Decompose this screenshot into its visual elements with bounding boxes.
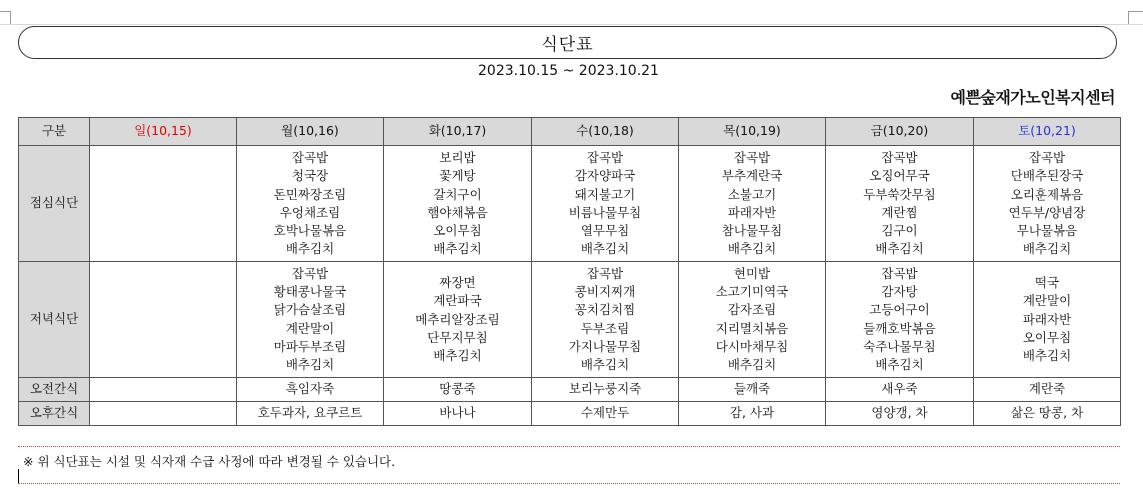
menu-item: 계란파국	[433, 293, 482, 309]
menu-cell-wednesday: 보리누룽지죽	[532, 377, 679, 401]
menu-item: 햄야채볶음	[427, 204, 488, 220]
menu-item: 감자양파국	[574, 168, 636, 184]
date-range: 2023.10.15 ~ 2023.10.21	[478, 63, 659, 79]
lunch-row	[19, 146, 1121, 262]
menu-item: 단배추된장국	[1010, 168, 1084, 184]
menu-item: 계란말이	[285, 320, 335, 336]
day-header-thursday: 목(10,19)	[679, 118, 826, 146]
menu-item: 소고기미역국	[715, 284, 789, 300]
menu-item: 감자조림	[727, 302, 777, 318]
menu-item: 배추김치	[433, 348, 482, 364]
menu-item: 잡곡밥	[586, 265, 624, 281]
text-cursor	[18, 469, 19, 483]
menu-cell-sunday	[90, 146, 237, 262]
menu-item: 갈치구이	[433, 186, 482, 202]
menu-cell-monday: 흑임자죽	[237, 377, 384, 401]
menu-item: 배추김치	[285, 357, 335, 373]
margin-corner-mark	[0, 11, 11, 12]
day-header-monday: 월(10,16)	[237, 118, 384, 146]
menu-cell-saturday	[974, 146, 1121, 262]
menu-cell-sunday	[90, 377, 237, 401]
notice-box	[18, 446, 1120, 484]
menu-cell-sunday	[90, 401, 237, 425]
menu-item: 호박나물볶음	[273, 223, 347, 239]
menu-item: 배추김치	[875, 241, 924, 257]
menu-item: 청국장	[291, 168, 329, 184]
menu-item: 단무지무침	[427, 329, 488, 345]
margin-corner-mark	[1128, 12, 1129, 24]
menu-item: 짜장면	[439, 274, 476, 290]
menu-item: 잡곡밥	[586, 150, 624, 165]
menu-item: 잡곡밥	[291, 150, 329, 165]
menu-item-list	[974, 146, 1120, 261]
menu-cell-friday	[826, 261, 974, 377]
menu-cell-tuesday: 땅콩죽	[384, 377, 532, 401]
menu-item: 다시마채무침	[715, 338, 789, 354]
menu-item: 떡국	[1034, 274, 1060, 290]
menu-item: 우엉채조림	[279, 204, 341, 220]
menu-item: 배추김치	[580, 357, 630, 373]
menu-item-list	[384, 146, 531, 261]
menu-cell-thursday: 감, 사과	[679, 401, 826, 425]
menu-item: 잡곡밥	[1028, 150, 1066, 165]
menu-table	[18, 117, 1121, 426]
menu-cell-monday	[237, 146, 384, 262]
menu-item: 잡곡밥	[881, 150, 918, 165]
menu-cell-monday: 호두과자, 요쿠르트	[237, 401, 384, 425]
menu-cell-thursday	[679, 146, 826, 262]
day-header-sunday: 일(10,15)	[90, 118, 237, 146]
menu-cell-friday: 새우죽	[826, 377, 974, 401]
page-top-line	[0, 24, 1143, 25]
margin-corner-mark	[10, 12, 11, 24]
menu-item: 배추김치	[580, 241, 630, 257]
day-header-wednesday: 수(10,18)	[532, 118, 679, 146]
menu-item: 배추김치	[727, 357, 777, 373]
menu-cell-wednesday	[532, 146, 679, 262]
notice-text: ※ 위 식단표는 시설 및 식자재 수급 사정에 따라 변경될 수 있습니다.	[23, 454, 396, 469]
row-label: 오전간식	[19, 377, 90, 401]
menu-item: 꽁치김치찜	[574, 302, 636, 318]
menu-cell-thursday	[679, 261, 826, 377]
afternoon-snack-row	[19, 401, 1121, 425]
menu-item: 오징어무국	[869, 168, 930, 184]
page-title: 식단표	[541, 35, 594, 55]
menu-item-list	[826, 262, 973, 377]
menu-cell-saturday: 삶은 땅콩, 차	[974, 401, 1121, 425]
menu-item: 계란찜	[881, 204, 918, 220]
menu-item: 연두부/양념장	[1008, 204, 1086, 220]
row-label: 점심식단	[19, 146, 90, 262]
menu-item: 돼지불고기	[574, 186, 636, 202]
morning-snack-row	[19, 377, 1121, 401]
day-header-tuesday: 화(10,17)	[384, 118, 532, 146]
menu-item: 파래자반	[727, 204, 777, 220]
menu-item: 메추리알장조림	[415, 311, 500, 327]
menu-item: 마파두부조림	[273, 338, 347, 354]
menu-item: 잡곡밥	[733, 150, 771, 165]
menu-item: 배추김치	[727, 241, 777, 257]
menu-item: 들깨호박볶음	[863, 320, 936, 336]
menu-item: 고등어구이	[869, 302, 930, 318]
header-row	[19, 118, 1121, 146]
menu-cell-friday: 영양갱, 차	[826, 401, 974, 425]
menu-item: 배추김치	[875, 357, 924, 373]
menu-item-list	[384, 271, 531, 367]
menu-item: 잡곡밥	[291, 265, 329, 281]
menu-cell-monday	[237, 261, 384, 377]
menu-table-body	[19, 146, 1121, 426]
menu-cell-saturday: 계란죽	[974, 377, 1121, 401]
menu-item: 오이무침	[433, 223, 482, 239]
menu-cell-tuesday	[384, 146, 532, 262]
menu-cell-wednesday	[532, 261, 679, 377]
menu-item: 잡곡밥	[881, 265, 918, 281]
menu-cell-tuesday: 바나나	[384, 401, 532, 425]
menu-item: 오리훈제볶음	[1010, 186, 1084, 202]
menu-item: 돈민짜장조림	[273, 186, 347, 202]
menu-item: 계란말이	[1022, 293, 1072, 309]
menu-item: 배추김치	[433, 241, 482, 257]
menu-cell-tuesday	[384, 261, 532, 377]
menu-item: 무나물볶음	[1016, 223, 1078, 239]
menu-item-list	[90, 201, 236, 206]
menu-item-list	[826, 146, 973, 261]
menu-cell-thursday: 들깨죽	[679, 377, 826, 401]
menu-item: 현미밥	[733, 265, 771, 281]
menu-item: 소불고기	[727, 186, 777, 202]
menu-item: 배추김치	[285, 241, 335, 257]
menu-item: 파래자반	[1022, 311, 1072, 327]
dinner-row	[19, 261, 1121, 377]
menu-item: 감자탕	[881, 284, 918, 300]
organization-name: 예쁜숲재가노인복지센터	[950, 88, 1115, 107]
menu-item-list	[237, 146, 383, 261]
day-header-saturday: 토(10,21)	[974, 118, 1121, 146]
menu-item-list	[237, 262, 383, 377]
corner-header: 구분	[19, 118, 90, 146]
menu-item-list	[532, 262, 678, 377]
menu-item: 비름나물무침	[568, 204, 642, 220]
margin-corner-mark	[1128, 11, 1143, 12]
menu-item-list	[532, 146, 678, 261]
day-header-friday: 금(10,20)	[826, 118, 974, 146]
menu-cell-saturday	[974, 261, 1121, 377]
menu-item: 배추김치	[1022, 348, 1072, 364]
menu-item: 닭가슴살조림	[273, 302, 347, 318]
menu-item: 지리멸치볶음	[715, 320, 789, 336]
row-label: 저녁식단	[19, 261, 90, 377]
menu-item: 열무무침	[580, 223, 630, 239]
menu-item-list	[679, 262, 825, 377]
menu-item-list	[679, 146, 825, 261]
menu-item: 참나물무침	[721, 223, 783, 239]
menu-item: 오이무침	[1022, 329, 1072, 345]
menu-item-list	[90, 317, 236, 322]
menu-item: 배추김치	[1022, 241, 1072, 257]
menu-item: 콩비지찌개	[574, 284, 636, 300]
menu-item-list	[974, 271, 1120, 367]
menu-cell-wednesday: 수제만두	[532, 401, 679, 425]
title-box	[18, 26, 1117, 59]
menu-item: 부추계란국	[721, 168, 783, 184]
row-label: 오후간식	[19, 401, 90, 425]
menu-item: 두부조림	[580, 320, 630, 336]
menu-item: 꽃게탕	[439, 168, 476, 184]
menu-item: 황태콩나물국	[273, 284, 347, 300]
menu-item: 가지나물무침	[568, 338, 642, 354]
menu-cell-sunday	[90, 261, 237, 377]
menu-item: 두부쑥갓무침	[863, 186, 936, 202]
menu-item: 숙주나물무침	[863, 338, 936, 354]
menu-item: 김구이	[881, 223, 918, 239]
menu-item: 보리밥	[439, 150, 476, 165]
menu-cell-friday	[826, 146, 974, 262]
